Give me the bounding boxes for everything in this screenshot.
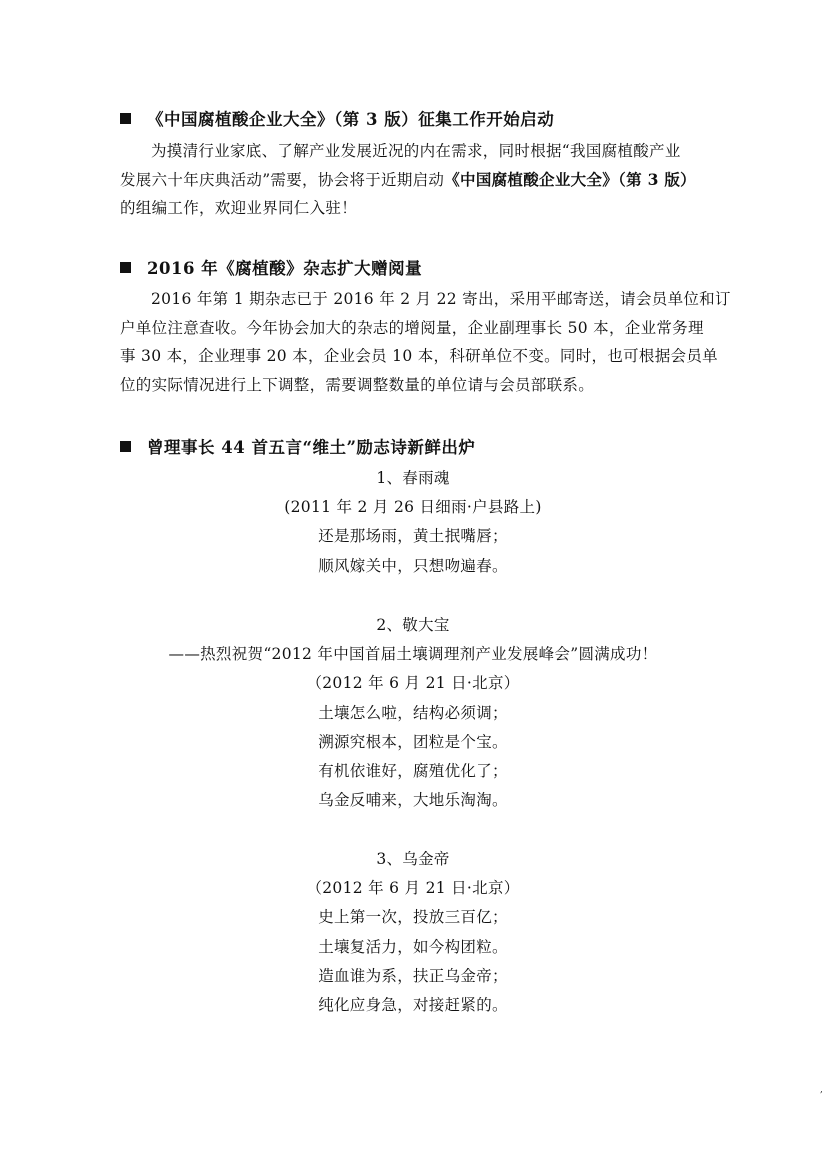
poem-line: 造血谁为系，扶正乌金帝；	[318, 966, 508, 985]
poem-2	[0, 611, 826, 815]
paragraph-line: 发展六十年庆典活动”需要，协会将于近期启动《中国腐植酸企业大全》（第 3 版）	[120, 169, 696, 189]
poem-date: （2012 年 6 月 21 日·北京）	[306, 674, 520, 693]
book-title-bold: 《中国腐植酸企业大全》（第 3 版）	[444, 169, 696, 189]
paragraph-line: 为摸清行业家底、了解产业发展近况的内在需求，同时根据“我国腐植酸产业	[151, 142, 681, 160]
section2-paragraph	[120, 285, 731, 399]
poem-3	[0, 845, 826, 1020]
poem-line: 还是那场雨，黄土抿嘴唇；	[318, 527, 508, 546]
section1-title: 《中国腐植酸企业大全》（第 3 版）征集工作开始启动	[147, 110, 555, 129]
paragraph-line: 的组编工作，欢迎业界同仁入驻！	[120, 199, 358, 218]
section3-heading	[120, 438, 475, 458]
poem-line: 有机依谁好，腐殖优化了；	[318, 762, 508, 781]
poem-title: 2、敬大宝	[376, 616, 450, 634]
poem-line: 纯化应身急，对接赶紧的。	[318, 996, 508, 1015]
poem-subtitle: ——热烈祝贺“2012 年中国首届土壤调理剂产业发展峰会”圆满成功！	[168, 645, 658, 664]
poem-line: 乌金反哺来，大地乐淘淘。	[318, 791, 508, 810]
poem-line: 土壤复活力，如今构团粒。	[318, 937, 508, 956]
section2-title: 2016 年《腐植酸》杂志扩大赠阅量	[147, 259, 423, 278]
section2-heading	[120, 259, 422, 279]
poem-date: (2011 年 2 月 26 日细雨·户县路上)	[284, 498, 542, 517]
section3-title: 曾理事长 44 首五言“维土”励志诗新鲜出炉	[147, 438, 476, 457]
square-bullet-icon	[120, 441, 131, 452]
poem-date: （2012 年 6 月 21 日·北京）	[306, 879, 520, 898]
paragraph-line: 2016 年第 1 期杂志已于 2016 年 2 月 22 寄出，采用平邮寄送，请会员单位和订	[151, 290, 731, 308]
section1-paragraph	[120, 137, 720, 223]
page-edge-mark: ,	[820, 1085, 823, 1095]
poem-line: 溯源究根本，团粒是个宝。	[318, 732, 508, 751]
paragraph-line: 户单位注意查收。今年协会加大的杂志的增阅量，企业副理事长 50 本，企业常务理	[120, 318, 704, 337]
poem-title: 1、春雨魂	[376, 469, 450, 487]
section1-heading	[120, 110, 554, 130]
square-bullet-icon	[120, 262, 131, 273]
poem-line: 顺风嫁关中，只想吻遍春。	[318, 556, 508, 575]
paragraph-line: 位的实际情况进行上下调整，需要调整数量的单位请与会员部联系。	[120, 375, 595, 394]
poem-line: 土壤怎么啦，结构必须调；	[318, 703, 508, 722]
square-bullet-icon	[120, 113, 131, 124]
poem-line: 史上第一次，投放三百亿；	[318, 908, 508, 927]
poem-title: 3、乌金帝	[376, 850, 450, 868]
paragraph-line: 事 30 本，企业理事 20 本，企业会员 10 本，科研单位不变。同时，也可根据会员单	[120, 347, 718, 366]
poem-1	[0, 464, 826, 581]
